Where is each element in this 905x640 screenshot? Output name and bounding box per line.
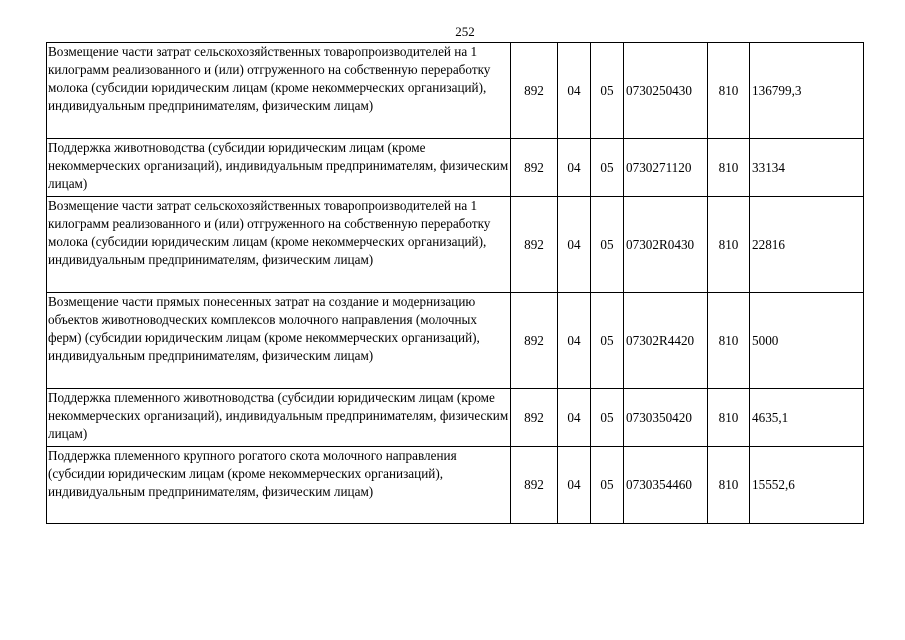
row-description: Возмещение части прямых понесенных затрат на создание и модернизацию объектов животноводческих комплексов молочного направления (молочных ферм) (субсидии юридическим лицам (кроме некоммерческих организаций), индивидуальным предпринимателям, физическим лицам) bbox=[47, 293, 511, 389]
row-amount: 5000 bbox=[750, 293, 864, 389]
row-subsection-code: 05 bbox=[591, 43, 624, 139]
row-amount: 33134 bbox=[750, 139, 864, 197]
row-section-code: 04 bbox=[558, 139, 591, 197]
row-target-article: 0730350420 bbox=[624, 389, 708, 447]
table-row bbox=[47, 139, 864, 197]
row-target-article: 0730354460 bbox=[624, 447, 708, 524]
row-ministry-code: 892 bbox=[511, 197, 558, 293]
row-target-article: 0730271120 bbox=[624, 139, 708, 197]
budget-table bbox=[46, 42, 864, 524]
row-description: Поддержка племенного крупного рогатого скота молочного направления (субсидии юридическим лицам (кроме некоммерческих организаций), индивидуальным предпринимателям, физическим лицам) bbox=[47, 447, 511, 524]
row-section-code: 04 bbox=[558, 389, 591, 447]
row-description: Возмещение части затрат сельскохозяйственных товаропроизводителей на 1 килограмм реализованного и (или) отгруженного на собственную переработку молока (субсидии юридическим лицам (кроме некоммерческих организаций), индивидуальным предпринимателям, физическим лицам) bbox=[47, 197, 511, 293]
row-ministry-code: 892 bbox=[511, 43, 558, 139]
row-amount: 22816 bbox=[750, 197, 864, 293]
row-amount: 136799,3 bbox=[750, 43, 864, 139]
row-expense-type: 810 bbox=[708, 197, 750, 293]
row-target-article: 0730250430 bbox=[624, 43, 708, 139]
row-section-code: 04 bbox=[558, 447, 591, 524]
row-subsection-code: 05 bbox=[591, 197, 624, 293]
row-description: Возмещение части затрат сельскохозяйственных товаропроизводителей на 1 килограмм реализованного и (или) отгруженного на собственную переработку молока (субсидии юридическим лицам (кроме некоммерческих организаций), индивидуальным предпринимателям, физическим лицам) bbox=[47, 43, 511, 139]
row-ministry-code: 892 bbox=[511, 447, 558, 524]
row-section-code: 04 bbox=[558, 293, 591, 389]
row-target-article: 07302R0430 bbox=[624, 197, 708, 293]
row-subsection-code: 05 bbox=[591, 389, 624, 447]
row-section-code: 04 bbox=[558, 43, 591, 139]
page-number: 252 bbox=[455, 24, 475, 39]
row-subsection-code: 05 bbox=[591, 139, 624, 197]
row-expense-type: 810 bbox=[708, 293, 750, 389]
row-expense-type: 810 bbox=[708, 43, 750, 139]
row-amount: 4635,1 bbox=[750, 389, 864, 447]
row-amount: 15552,6 bbox=[750, 447, 864, 524]
table-row bbox=[47, 197, 864, 293]
row-subsection-code: 05 bbox=[591, 447, 624, 524]
row-ministry-code: 892 bbox=[511, 139, 558, 197]
row-expense-type: 810 bbox=[708, 447, 750, 524]
table-row bbox=[47, 43, 864, 139]
table-row bbox=[47, 293, 864, 389]
row-section-code: 04 bbox=[558, 197, 591, 293]
row-subsection-code: 05 bbox=[591, 293, 624, 389]
row-description: Поддержка племенного животноводства (субсидии юридическим лицам (кроме некоммерческих организаций), индивидуальным предпринимателям, физическим лицам) bbox=[47, 389, 511, 447]
row-description: Поддержка животноводства (субсидии юридическим лицам (кроме некоммерческих организаций), индивидуальным предпринимателям, физическим лицам) bbox=[47, 139, 511, 197]
row-target-article: 07302R4420 bbox=[624, 293, 708, 389]
row-ministry-code: 892 bbox=[511, 293, 558, 389]
table-row bbox=[47, 447, 864, 524]
table-row bbox=[47, 389, 864, 447]
row-expense-type: 810 bbox=[708, 139, 750, 197]
row-ministry-code: 892 bbox=[511, 389, 558, 447]
row-expense-type: 810 bbox=[708, 389, 750, 447]
